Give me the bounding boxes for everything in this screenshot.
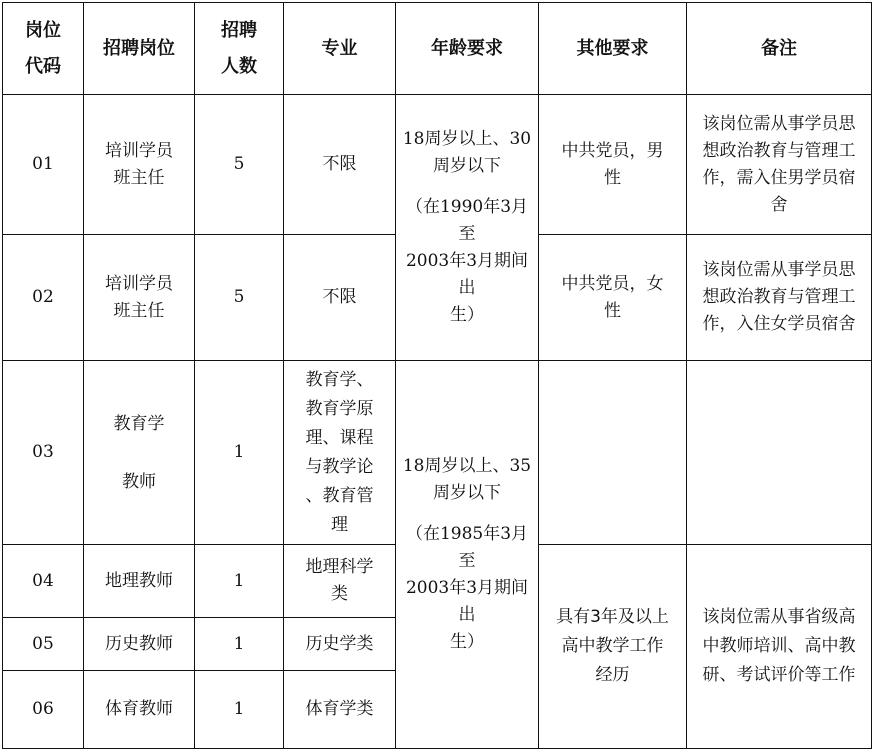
major-cell: 历史学类 — [284, 618, 396, 671]
position-cell: 教育学 教师 — [84, 361, 195, 545]
note-cell: 该岗位需从事学员思 想政治教育与管理工 作，入住女学员宿舍 — [687, 235, 872, 361]
header-other: 其他要求 — [539, 3, 687, 95]
count-cell: 5 — [195, 95, 284, 235]
position-cell: 培训学员 班主任 — [84, 95, 195, 235]
header-major: 专业 — [284, 3, 396, 95]
major-cell: 体育学类 — [284, 671, 396, 749]
header-age: 年龄要求 — [396, 3, 539, 95]
major-cell: 不限 — [284, 95, 396, 235]
count-cell: 1 — [195, 545, 284, 618]
position-cell: 地理教师 — [84, 545, 195, 618]
code-cell: 01 — [3, 95, 84, 235]
position-cell: 培训学员 班主任 — [84, 235, 195, 361]
other-cell: 中共党员，男 性 — [539, 95, 687, 235]
other-cell — [539, 361, 687, 545]
count-cell: 5 — [195, 235, 284, 361]
position-cell: 历史教师 — [84, 618, 195, 671]
major-cell: 教育学、 教育学原 理、课程 与教学论 、教育管 理 — [284, 361, 396, 545]
code-cell: 02 — [3, 235, 84, 361]
header-row — [3, 3, 872, 95]
count-cell: 1 — [195, 361, 284, 545]
note-cell: 该岗位需从事省级高 中教师培训、高中教 研、考试评价等工作 — [687, 545, 872, 749]
code-cell: 04 — [3, 545, 84, 618]
other-cell: 具有3年及以上 高中教学工作 经历 — [539, 545, 687, 749]
table-row — [3, 361, 872, 545]
code-cell: 06 — [3, 671, 84, 749]
other-cell: 中共党员，女 性 — [539, 235, 687, 361]
header-position: 招聘岗位 — [84, 3, 195, 95]
code-cell: 03 — [3, 361, 84, 545]
code-cell: 05 — [3, 618, 84, 671]
note-cell: 该岗位需从事学员思 想政治教育与管理工 作，需入住男学员宿 舍 — [687, 95, 872, 235]
age-cell: 18周岁以上、30 周岁以下 （在1990年3月至 2003年3月期间出 生） — [396, 95, 539, 361]
header-count: 招聘 人数 — [195, 3, 284, 95]
header-note: 备注 — [687, 3, 872, 95]
header-code: 岗位 代码 — [3, 3, 84, 95]
major-cell: 不限 — [284, 235, 396, 361]
count-cell: 1 — [195, 671, 284, 749]
age-cell: 18周岁以上、35 周岁以下 （在1985年3月至 2003年3月期间出 生） — [396, 361, 539, 749]
table-row — [3, 95, 872, 235]
count-cell: 1 — [195, 618, 284, 671]
major-cell: 地理科学 类 — [284, 545, 396, 618]
position-cell: 体育教师 — [84, 671, 195, 749]
recruitment-table — [2, 2, 872, 749]
note-cell — [687, 361, 872, 545]
